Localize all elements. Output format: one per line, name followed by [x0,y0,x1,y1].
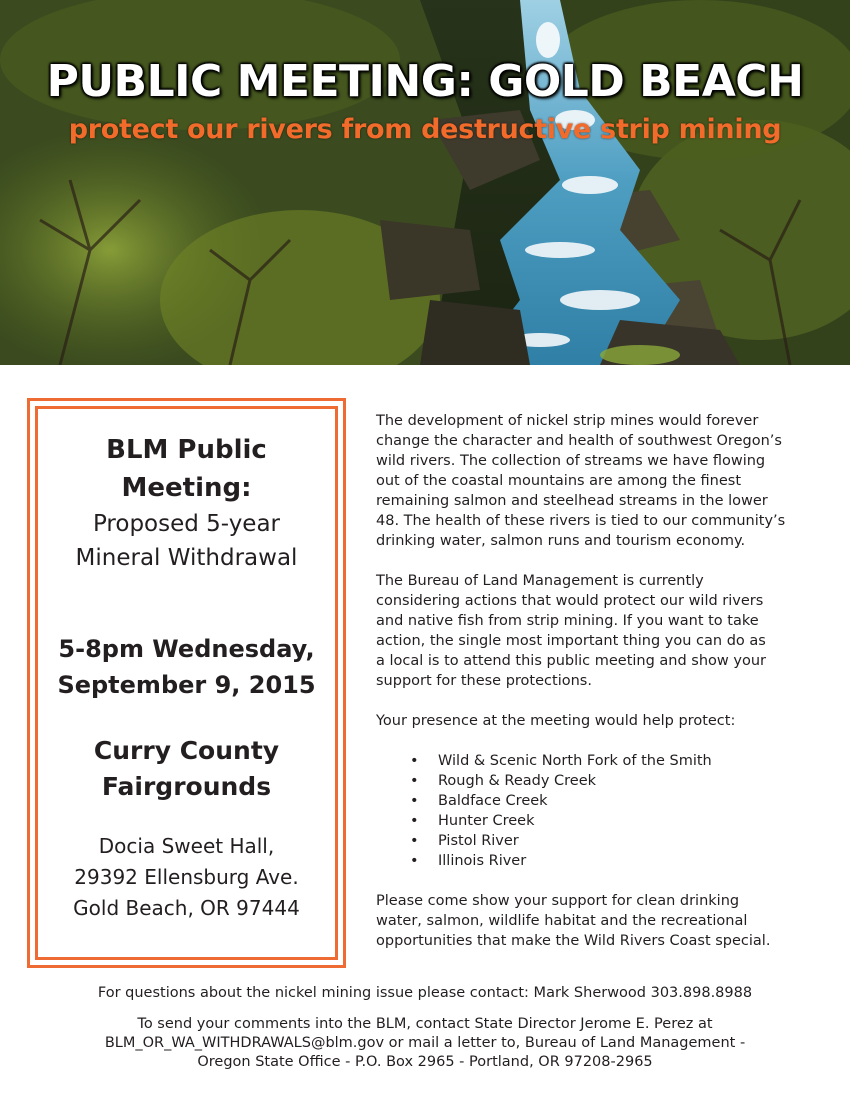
blm-paragraph-line: considering actions that would protect our wild rivers [376,593,764,609]
event-heading-line: BLM Public [106,435,267,465]
list-item [410,791,828,811]
list-item [410,831,828,851]
event-venue-line: Curry County [93,736,280,765]
intro-paragraph-line: remaining salmon and steelhead streams in the lower [376,493,768,509]
blm-paragraph-line: support for these protections. [376,673,592,689]
event-address-line: Docia Sweet Hall, [98,834,275,858]
event-subheading-line: Mineral Withdrawal [75,545,298,571]
list-intro: Your presence at the meeting would help protect: [376,713,736,729]
blm-paragraph-line: The Bureau of Land Management is currently [376,573,704,589]
bullet-icon: • [410,813,419,829]
event-details-inner-frame [35,406,338,960]
blm-paragraph-line: action, the single most important thing you can do as [376,633,766,649]
event-address-line: 29392 Ellensburg Ave. [74,865,299,889]
event-heading-line: Meeting: [121,473,252,503]
intro-paragraph-line: change the character and health of southwest Oregon’s [376,433,782,449]
river-name: Illinois River [438,853,527,869]
river-name: Hunter Creek [438,813,535,829]
list-item [410,771,828,791]
closing-paragraph-line: Please come show your support for clean drinking [376,893,740,909]
event-date-line: 5-8pm Wednesday, [58,635,315,663]
river-name: Wild & Scenic North Fork of the Smith [438,753,712,769]
contact-info: For questions about the nickel mining issue please contact: Mark Sherwood 303.898.8988 [97,985,753,1001]
closing-paragraph-line: opportunities that make the Wild Rivers Coast special. [376,933,771,949]
intro-paragraph-line: 48. The health of these rivers is tied to our community’s [376,513,786,529]
page-subtitle: protect our rivers from destructive strip mining [68,114,782,145]
list-item [410,811,828,831]
blm-paragraph-line: and native fish from strip mining. If you want to take [376,613,759,629]
event-subheading-line: Proposed 5-year [92,511,281,537]
intro-paragraph-line: The development of nickel strip mines would forever [376,413,759,429]
river-name: Pistol River [438,833,519,849]
bullet-icon: • [410,773,419,789]
intro-paragraph-line: out of the coastal mountains are among the finest [376,473,741,489]
intro-paragraph [376,411,828,551]
closing-paragraph [376,891,828,951]
list-item [410,751,828,771]
comment-instructions-line: BLM_OR_WA_WITHDRAWALS@blm.gov or mail a letter to, Bureau of Land Management - [104,1035,746,1051]
blm-paragraph [376,571,828,691]
bullet-icon: • [410,833,419,849]
protected-rivers-list [376,751,828,871]
body-text-column [376,411,828,951]
intro-paragraph-line: wild rivers. The collection of streams we have flowing [376,453,766,469]
comment-instructions-line: To send your comments into the BLM, contact State Director Jerome E. Perez at [137,1016,713,1032]
hero-banner [0,0,850,365]
intro-paragraph-line: drinking water, salmon runs and tourism economy. [376,533,746,549]
bullet-icon: • [410,793,419,809]
river-name: Baldface Creek [438,793,548,809]
blm-paragraph-line: a local is to attend this public meeting and show your [376,653,766,669]
bullet-icon: • [410,853,419,869]
bullet-icon: • [410,753,419,769]
event-date-line: September 9, 2015 [57,671,316,699]
event-details-box [27,398,346,968]
page-title: PUBLIC MEETING: GOLD BEACH [46,56,804,107]
comment-instructions-line: Oregon State Office - P.O. Box 2965 - Portland, OR 97208-2965 [197,1054,653,1070]
list-item [410,851,828,871]
closing-paragraph-line: water, salmon, wildlife habitat and the recreational [376,913,748,929]
river-canyon-photo [0,0,850,365]
event-venue-line: Fairgrounds [101,772,272,801]
river-name: Rough & Ready Creek [438,773,597,789]
event-address-line: Gold Beach, OR 97444 [73,896,300,920]
comment-instructions [60,1015,790,1072]
